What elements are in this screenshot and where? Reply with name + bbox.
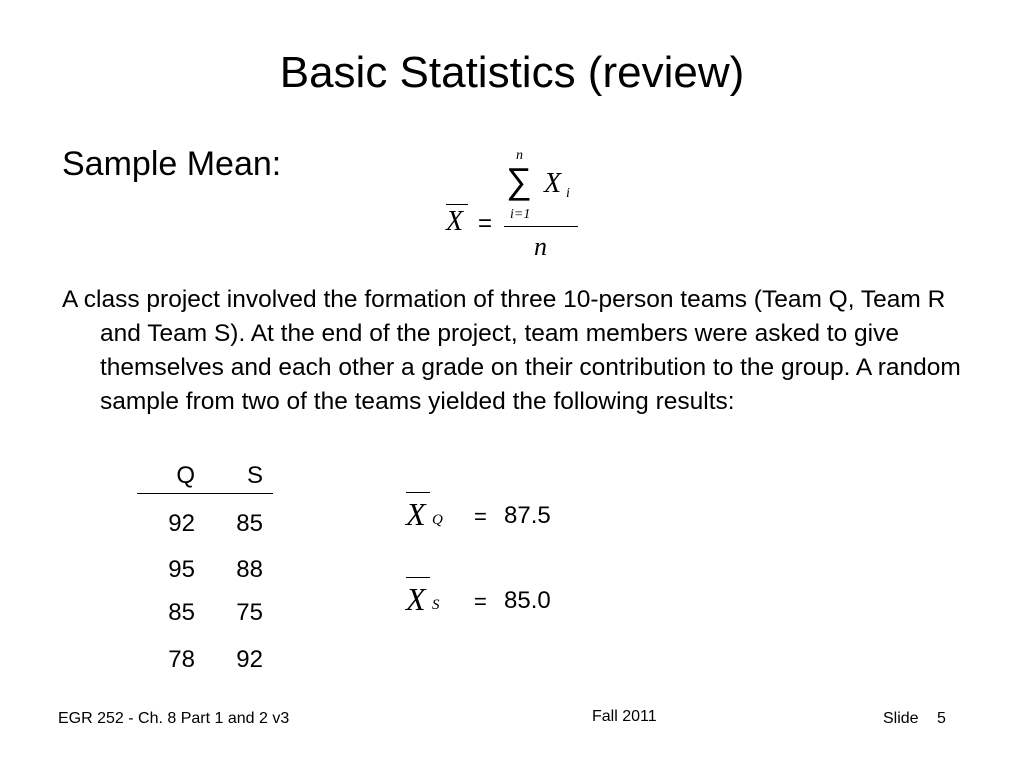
sum-term: X bbox=[544, 168, 562, 199]
table-cell: 95 bbox=[168, 556, 195, 583]
table-cell: 78 bbox=[168, 646, 195, 673]
x-bar-line bbox=[446, 204, 468, 205]
mean-s-equals: = bbox=[474, 589, 487, 614]
problem-paragraph: A class project involved the formation of three 10-person teams (Team Q, Team R and Team S). At the end of the project, team members were asked to give themselves and each other a grade on their contribution to the group. A random sample from two of the teams yielded the following results: bbox=[62, 286, 961, 415]
table-header-rule bbox=[137, 493, 273, 494]
formula-lhs: X bbox=[446, 206, 464, 237]
x-bar-line bbox=[406, 577, 430, 578]
footer-slide-label: Slide bbox=[883, 710, 919, 727]
mean-s bbox=[404, 575, 604, 625]
table-header-s: S bbox=[246, 462, 263, 489]
mean-s-subscript: S bbox=[432, 597, 440, 613]
mean-q-subscript: Q bbox=[432, 512, 443, 528]
sample-mean-formula bbox=[440, 148, 590, 268]
mean-q-value: 87.5 bbox=[504, 502, 551, 529]
footer-term: Fall 2011 bbox=[592, 708, 657, 725]
slide-title: Basic Statistics (review) bbox=[279, 48, 745, 97]
table-cell: 88 bbox=[236, 556, 263, 583]
footer-course: EGR 252 - Ch. 8 Part 1 and 2 v3 bbox=[58, 710, 290, 727]
table-cell: 85 bbox=[168, 599, 195, 626]
sum-lower: i=1 bbox=[510, 207, 531, 222]
formula-equals: = bbox=[478, 210, 493, 237]
mean-q-equals: = bbox=[474, 504, 487, 529]
table-cell: 85 bbox=[236, 510, 263, 537]
table-cell: 92 bbox=[236, 646, 263, 673]
sample-mean-label: Sample Mean: bbox=[62, 145, 282, 183]
table-cell: 75 bbox=[236, 599, 263, 626]
table-header-q: Q bbox=[176, 462, 195, 489]
sum-symbol: ∑ bbox=[506, 160, 532, 201]
mean-q-symbol: X bbox=[406, 496, 426, 532]
mean-q bbox=[404, 490, 604, 540]
formula-denominator: n bbox=[534, 232, 547, 261]
x-bar-line bbox=[406, 492, 430, 493]
footer-slide-number: 5 bbox=[937, 710, 946, 727]
fraction-line bbox=[504, 226, 578, 227]
sum-upper: n bbox=[516, 148, 523, 163]
table-cell: 92 bbox=[168, 510, 195, 537]
sum-term-subscript: i bbox=[566, 186, 570, 201]
mean-s-symbol: X bbox=[406, 581, 426, 617]
mean-s-value: 85.0 bbox=[504, 587, 551, 614]
